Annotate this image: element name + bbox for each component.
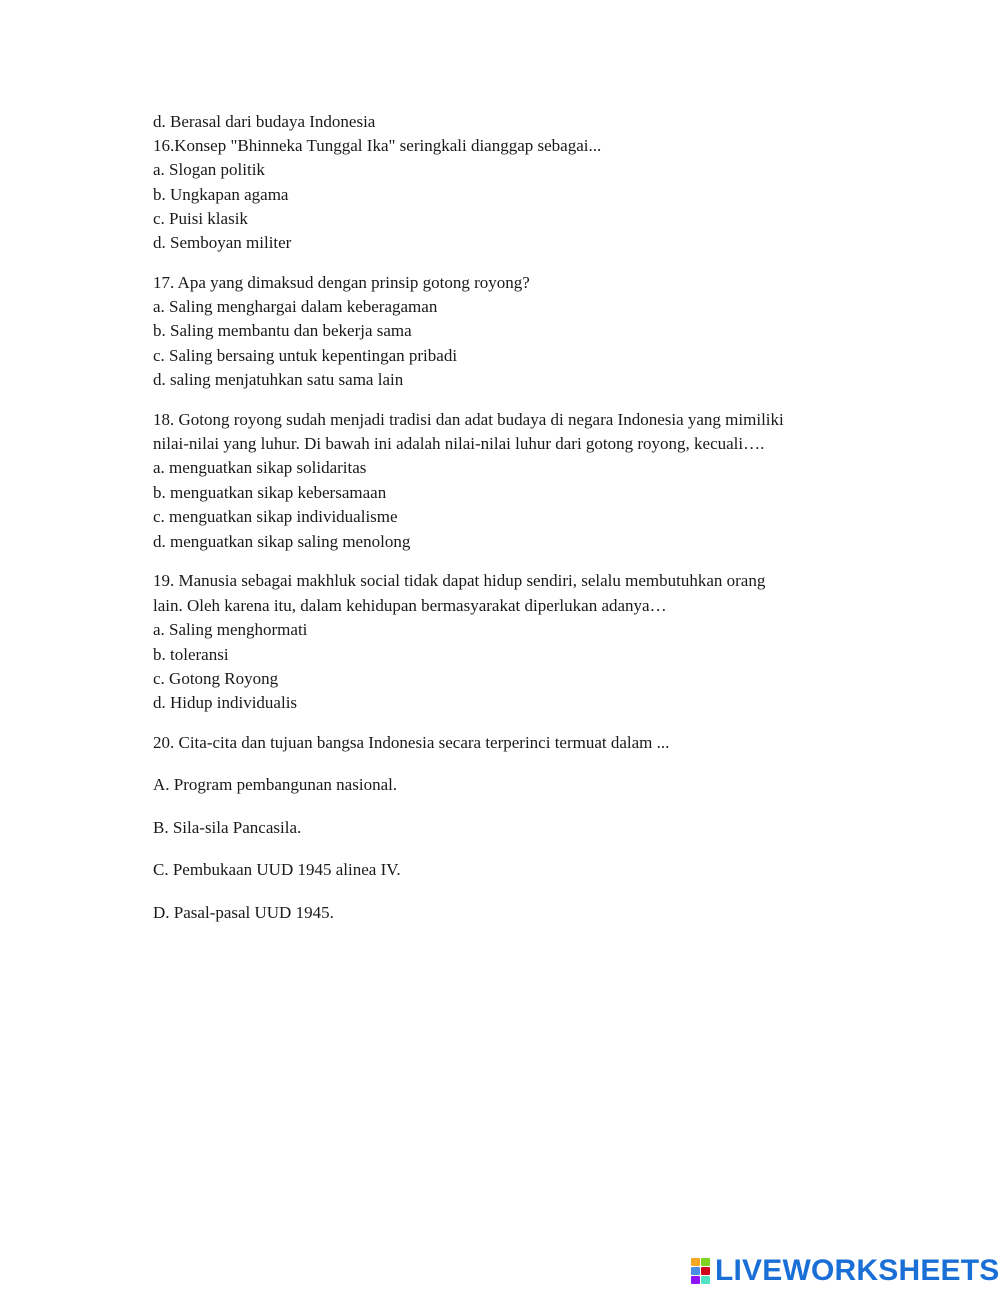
liveworksheets-logo: [691, 1256, 1000, 1286]
q19-option-c: c. Gotong Royong: [153, 669, 279, 688]
q16-option-b: b. Ungkapan agama: [153, 185, 289, 204]
q17-option-b: b. Saling membantu dan bekerja sama: [153, 321, 412, 340]
q17-option-c: c. Saling bersaing untuk kepentingan pribadi: [153, 346, 458, 365]
q18-option-b: b. menguatkan sikap kebersamaan: [153, 483, 387, 502]
q16-option-a: a. Slogan politik: [153, 160, 265, 179]
q18-option-d: d. menguatkan sikap saling menolong: [153, 532, 411, 551]
q17-option-a: a. Saling menghargai dalam keberagaman: [153, 297, 438, 316]
q15-option-d: d. Berasal dari budaya Indonesia: [153, 112, 376, 131]
q16-option-d: d. Semboyan militer: [153, 233, 292, 252]
q19-option-b: b. toleransi: [153, 645, 229, 664]
q18-option-a: a. menguatkan sikap solidaritas: [153, 458, 367, 477]
q19-question-line2: lain. Oleh karena itu, dalam kehidupan bermasyarakat diperlukan adanya…: [153, 596, 667, 615]
q16-option-c: c. Puisi klasik: [153, 209, 248, 228]
q20-option-b: B. Sila-sila Pancasila.: [153, 818, 302, 837]
q20-question: 20. Cita-cita dan tujuan bangsa Indonesia secara terperinci termuat dalam ...: [153, 733, 670, 752]
q18-question-line1: 18. Gotong royong sudah menjadi tradisi dan adat budaya di negara Indonesia yang mimiliki: [153, 410, 784, 429]
q18-question-line2: nilai-nilai yang luhur. Di bawah ini adalah nilai-nilai luhur dari gotong royong, kecuali….: [153, 434, 765, 453]
q20-option-a: A. Program pembangunan nasional.: [153, 775, 398, 794]
q20-option-c: C. Pembukaan UUD 1945 alinea IV.: [153, 860, 401, 879]
q17-option-d: d. saling menjatuhkan satu sama lain: [153, 370, 404, 389]
q17-question: 17. Apa yang dimaksud dengan prinsip gotong royong?: [153, 273, 530, 292]
q20-option-d: D. Pasal-pasal UUD 1945.: [153, 903, 334, 922]
liveworksheets-logo-icon: [691, 1258, 711, 1284]
q19-option-a: a. Saling menghormati: [153, 620, 308, 639]
q19-option-d: d. Hidup individualis: [153, 693, 298, 712]
q19-question-line1: 19. Manusia sebagai makhluk social tidak dapat hidup sendiri, selalu membutuhkan orang: [153, 571, 766, 590]
q16-question: 16.Konsep "Bhinneka Tunggal Ika" seringkali dianggap sebagai...: [153, 136, 602, 155]
liveworksheets-brand-text: LIVEWORKSHEETS: [715, 1254, 1000, 1287]
q18-option-c: c. menguatkan sikap individualisme: [153, 507, 398, 526]
